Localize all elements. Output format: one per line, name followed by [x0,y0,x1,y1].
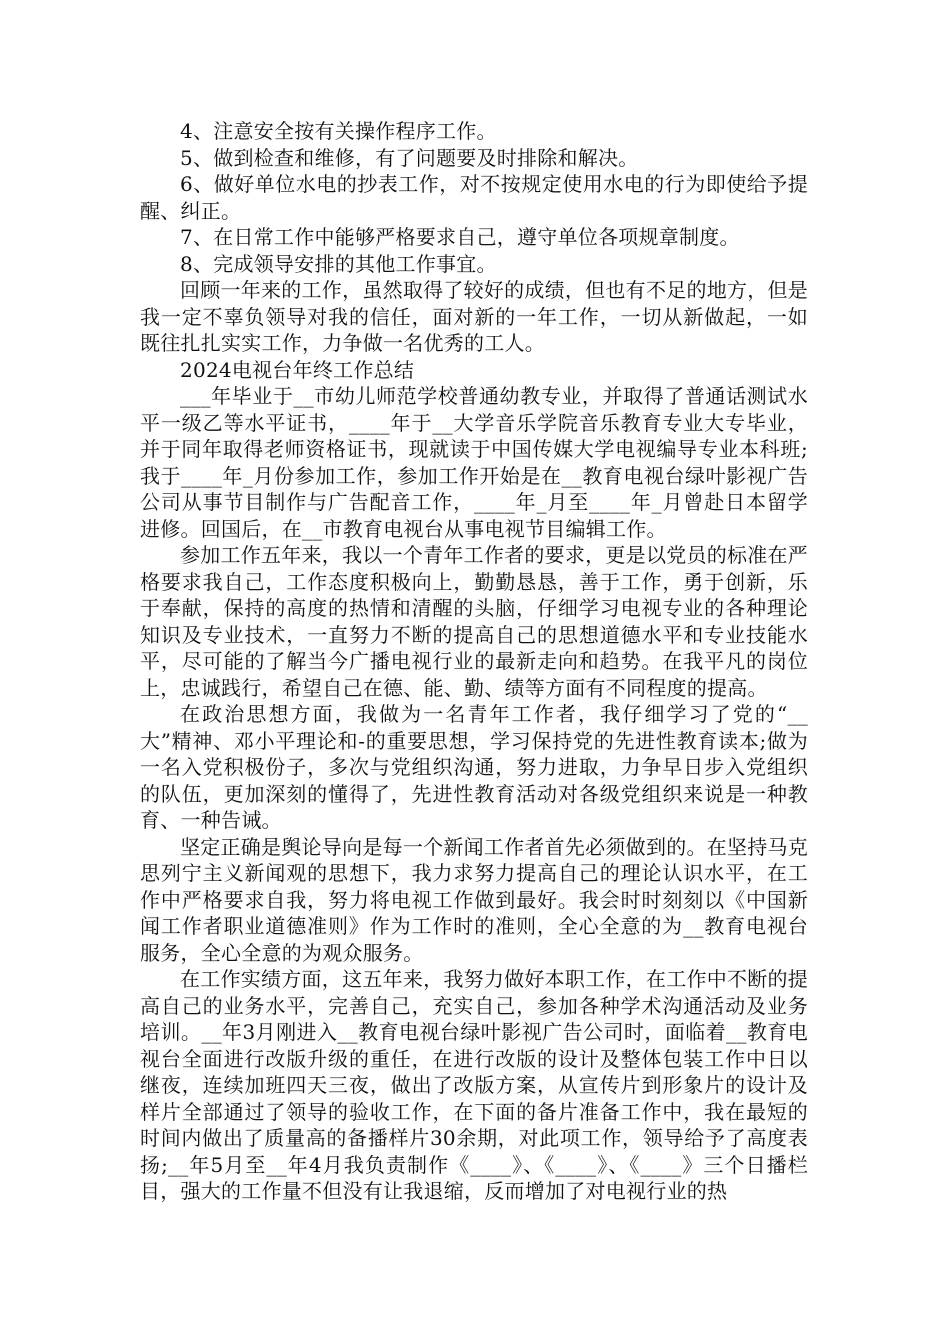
section-title: 2024电视台年终工作总结 [180,357,415,382]
paragraph-item-4: 4、注意安全按有关操作程序工作。 [180,119,497,143]
paragraph-background: ___年毕业于__市幼儿师范学校普通幼教专业，并取得了普通话测试水平一级乙等水平证书，____年于__大学音乐学院音乐教育专业大专毕业，并于同年取得老师资格证书，现就读于中国传媒大学电视编导专业本科班;我于____年_月份参加工作，参加工作开始是在__教育电视台绿叶影视广告公司从事节目制作与广告配音工作，____年_月至____年_月曾赴日本留学进修。回国后，在__市教育电视台从事电视节目编辑工作。 [140,384,808,541]
paragraph-work-achievements: 在工作实绩方面，这五年来，我努力做好本职工作，在工作中不断的提高自己的业务水平，完善自己，充实自己，参加各种学术沟通活动及业务培训。__年3月刚进入__教育电视台绿叶影视广告公司时，面临着__教育电视台全面进行改版升级的重任，在进行改版的设计及整体包装工作中日以继夜，连续加班四天三夜，做出了改版方案，从宣传片到形象片的设计及样片全部通过了领导的验收工作，在下面的备片准备工作中，我在最短的时间内做出了质量高的备播样片30余期，对此项工作，领导给予了高度表扬;__年5月至__年4月我负责制作《____》、《____》、《____》三个日播栏目，强大的工作量不但没有让我退缩，反而增加了对电视行业的热 [140,967,808,1203]
paragraph-item-5: 5、做到检查和维修，有了问题要及时排除和解决。 [180,145,639,170]
paragraph-review: 回顾一年来的工作，虽然取得了较好的成绩，但也有不足的地方，但是我一定不辜负领导对我的信任，面对新的一年工作，一切从新做起，一如既往扎扎实实工作，力争做一名优秀的工人。 [140,278,808,355]
paragraph-public-opinion: 坚定正确是舆论导向是每一个新闻工作者首先必须做到的。在坚持马克思列宁主义新闻观的思想下，我力求努力提高自己的理论认识水平，在工作中严格要求自我，努力将电视工作做到最好。我会时时刻刻以《中国新闻工作者职业道德准则》作为工作时的准则，全心全意的为__教育电视台服务，全心全意的为观众服务。 [140,834,808,965]
paragraph-political-thought: 在政治思想方面，我做为一名青年工作者，我仔细学习了党的“__大”精神、邓小平理论和-的重要思想，学习保持党的先进性教育读本;做为一名入党积极份子，多次与党组织沟通，努力进取，力争早日步入党组织的队伍，更加深刻的懂得了，先进性教育活动对各级党组织来说是一种教育、一种告诫。 [140,702,808,832]
paragraph-item-6: 6、做好单位水电的抄表工作，对不按规定使用水电的行为即使给予提醒、纠正。 [140,172,808,223]
paragraph-five-years: 参加工作五年来，我以一个青年工作者的要求，更是以党员的标准在严格要求我自己，工作态度积极向上，勤勤恳恳，善于工作，勇于创新，乐于奉献，保持的高度的热情和清醒的头脑，仔细学习电视专业的各种理论知识及专业技术，一直努力不断的提高自己的思想道德水平和专业技能水平，尽可能的了解当今广播电视行业的最新走向和趋势。在我平凡的岗位上，忠诚践行，希望自己在德、能、勤、绩等方面有不同程度的提高。 [140,543,808,700]
document-body [140,118,808,1205]
paragraph-item-7: 7、在日常工作中能够严格要求自己，遵守单位各项规章制度。 [180,225,740,249]
paragraph-item-8: 8、完成领导安排的其他工作事宜。 [180,251,497,276]
